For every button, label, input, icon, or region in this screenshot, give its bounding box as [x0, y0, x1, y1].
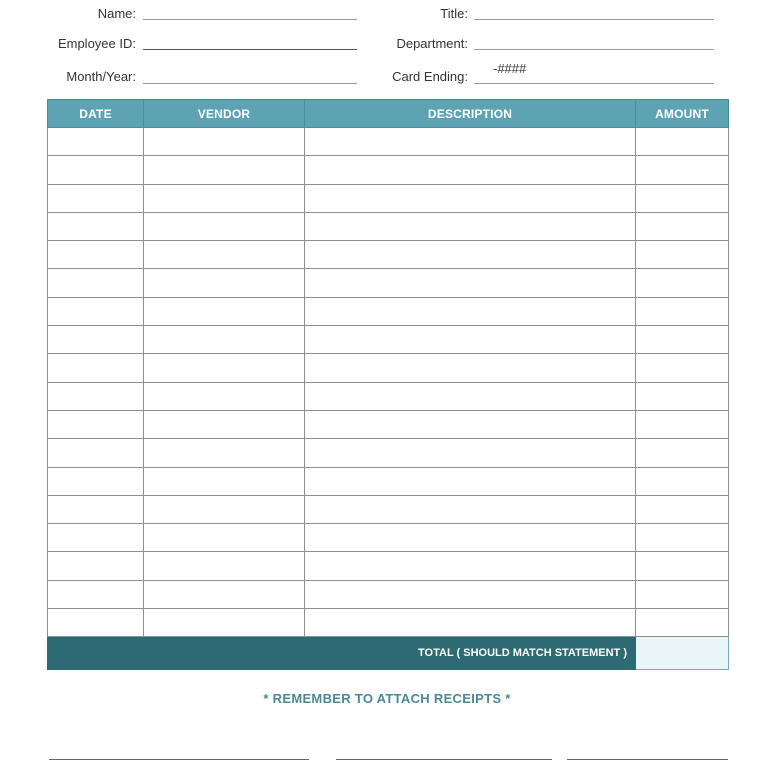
department-label: Department: — [396, 36, 468, 51]
employee-id-label: Employee ID: — [57, 36, 136, 51]
amount-cell[interactable] — [636, 495, 729, 523]
column-header-description: DESCRIPTION — [305, 100, 636, 128]
name-field[interactable] — [143, 19, 357, 20]
amount-cell[interactable] — [636, 467, 729, 495]
vendor-cell[interactable] — [144, 609, 305, 637]
date-cell[interactable] — [48, 354, 144, 382]
date-cell[interactable] — [48, 580, 144, 608]
date-cell[interactable] — [48, 382, 144, 410]
date-cell[interactable] — [48, 184, 144, 212]
table-row — [48, 467, 729, 495]
vendor-cell[interactable] — [144, 467, 305, 495]
amount-cell[interactable] — [636, 382, 729, 410]
date-cell[interactable] — [48, 552, 144, 580]
amount-cell[interactable] — [636, 609, 729, 637]
description-cell[interactable] — [305, 241, 636, 269]
vendor-cell[interactable] — [144, 297, 305, 325]
total-label: TOTAL ( SHOULD MATCH STATEMENT ) — [48, 637, 636, 670]
amount-cell[interactable] — [636, 580, 729, 608]
table-row — [48, 580, 729, 608]
signature-line-date[interactable] — [567, 759, 728, 760]
description-cell[interactable] — [305, 609, 636, 637]
title-field[interactable] — [474, 19, 714, 20]
description-cell[interactable] — [305, 354, 636, 382]
table-row — [48, 212, 729, 240]
table-row — [48, 382, 729, 410]
description-cell[interactable] — [305, 297, 636, 325]
total-amount-cell[interactable] — [636, 637, 729, 670]
vendor-cell[interactable] — [144, 241, 305, 269]
amount-cell[interactable] — [636, 128, 729, 156]
table-row — [48, 184, 729, 212]
vendor-cell[interactable] — [144, 524, 305, 552]
title-label: Title: — [440, 6, 468, 21]
amount-cell[interactable] — [636, 524, 729, 552]
vendor-cell[interactable] — [144, 495, 305, 523]
amount-cell[interactable] — [636, 212, 729, 240]
card-ending-label: Card Ending: — [392, 69, 468, 84]
description-cell[interactable] — [305, 552, 636, 580]
table-row — [48, 495, 729, 523]
date-cell[interactable] — [48, 156, 144, 184]
employee-id-field[interactable] — [143, 49, 357, 50]
date-cell[interactable] — [48, 241, 144, 269]
table-header-row — [48, 100, 729, 128]
description-cell[interactable] — [305, 439, 636, 467]
description-cell[interactable] — [305, 580, 636, 608]
description-cell[interactable] — [305, 184, 636, 212]
vendor-cell[interactable] — [144, 184, 305, 212]
department-field[interactable] — [474, 49, 714, 50]
vendor-cell[interactable] — [144, 552, 305, 580]
date-cell[interactable] — [48, 212, 144, 240]
month-year-label: Month/Year: — [66, 69, 136, 84]
vendor-cell[interactable] — [144, 212, 305, 240]
name-label: Name: — [97, 6, 136, 21]
signature-line-employee[interactable] — [49, 759, 309, 760]
reminder-note: * REMEMBER TO ATTACH RECEIPTS * — [263, 691, 511, 706]
date-cell[interactable] — [48, 495, 144, 523]
card-ending-value: -#### — [493, 61, 527, 76]
table-row — [48, 297, 729, 325]
column-header-date: DATE — [48, 100, 144, 128]
amount-cell[interactable] — [636, 552, 729, 580]
month-year-field[interactable] — [143, 83, 357, 84]
total-row — [48, 637, 729, 670]
description-cell[interactable] — [305, 326, 636, 354]
vendor-cell[interactable] — [144, 269, 305, 297]
description-cell[interactable] — [305, 156, 636, 184]
date-cell[interactable] — [48, 609, 144, 637]
table-row — [48, 326, 729, 354]
vendor-cell[interactable] — [144, 326, 305, 354]
signature-line-approver[interactable] — [336, 759, 552, 760]
column-header-amount: AMOUNT — [636, 100, 729, 128]
table-row — [48, 156, 729, 184]
table-row — [48, 269, 729, 297]
vendor-cell[interactable] — [144, 439, 305, 467]
table-row — [48, 609, 729, 637]
amount-cell[interactable] — [636, 241, 729, 269]
vendor-cell[interactable] — [144, 382, 305, 410]
description-cell[interactable] — [305, 212, 636, 240]
vendor-cell[interactable] — [144, 128, 305, 156]
date-cell[interactable] — [48, 410, 144, 438]
description-cell[interactable] — [305, 128, 636, 156]
vendor-cell[interactable] — [144, 354, 305, 382]
amount-cell[interactable] — [636, 184, 729, 212]
amount-cell[interactable] — [636, 439, 729, 467]
table-row — [48, 410, 729, 438]
description-cell[interactable] — [305, 382, 636, 410]
date-cell[interactable] — [48, 326, 144, 354]
amount-cell[interactable] — [636, 297, 729, 325]
amount-cell[interactable] — [636, 156, 729, 184]
date-cell[interactable] — [48, 128, 144, 156]
description-cell[interactable] — [305, 410, 636, 438]
date-cell[interactable] — [48, 467, 144, 495]
description-cell[interactable] — [305, 495, 636, 523]
table-row — [48, 241, 729, 269]
card-ending-field[interactable] — [474, 83, 714, 84]
date-cell[interactable] — [48, 439, 144, 467]
date-cell[interactable] — [48, 524, 144, 552]
table-row — [48, 439, 729, 467]
column-header-vendor: VENDOR — [144, 100, 305, 128]
amount-cell[interactable] — [636, 354, 729, 382]
vendor-cell[interactable] — [144, 410, 305, 438]
description-cell[interactable] — [305, 524, 636, 552]
amount-cell[interactable] — [636, 269, 729, 297]
date-cell[interactable] — [48, 269, 144, 297]
expense-table — [47, 99, 729, 670]
description-cell[interactable] — [305, 269, 636, 297]
description-cell[interactable] — [305, 467, 636, 495]
vendor-cell[interactable] — [144, 156, 305, 184]
table-row — [48, 354, 729, 382]
vendor-cell[interactable] — [144, 580, 305, 608]
amount-cell[interactable] — [636, 410, 729, 438]
table-row — [48, 128, 729, 156]
table-row — [48, 552, 729, 580]
amount-cell[interactable] — [636, 326, 729, 354]
table-row — [48, 524, 729, 552]
date-cell[interactable] — [48, 297, 144, 325]
